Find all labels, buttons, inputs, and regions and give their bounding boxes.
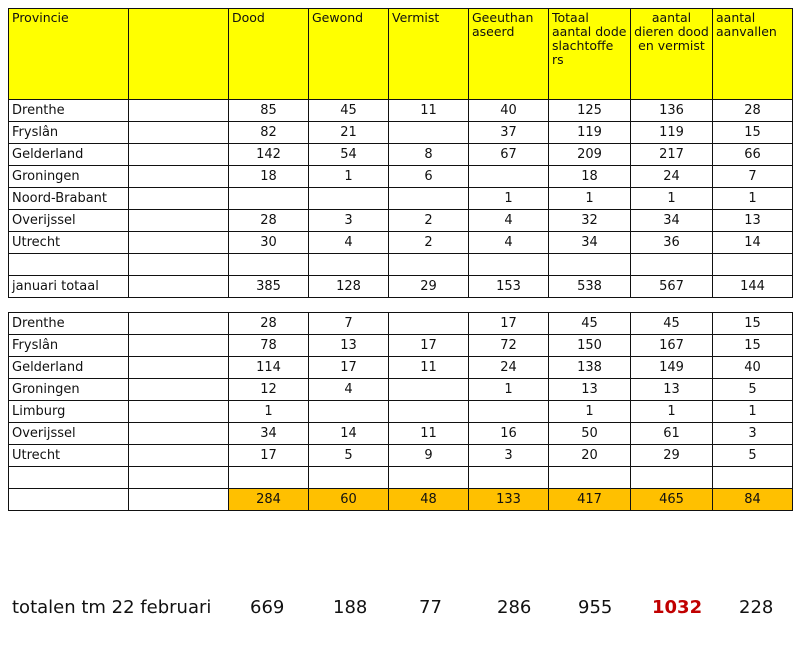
value-cell-dieren	[631, 254, 713, 276]
value-cell-gewond: 1	[309, 166, 389, 188]
data-sheet	[8, 8, 793, 511]
value-cell-dieren: 13	[631, 379, 713, 401]
value-cell-dood: 114	[229, 357, 309, 379]
value-cell-dood: 34	[229, 423, 309, 445]
value-cell-dieren: 24	[631, 166, 713, 188]
value-cell-dood: 142	[229, 144, 309, 166]
province-cell: januari totaal	[9, 276, 129, 298]
empty-cell	[129, 357, 229, 379]
value-cell-geeuth: 4	[469, 232, 549, 254]
value-cell-aanvallen: 3	[713, 423, 793, 445]
gap-cell	[549, 298, 631, 313]
value-cell-dood: 85	[229, 100, 309, 122]
value-cell-totaal: 1	[549, 188, 631, 210]
header-totaal-text: Totaal aantal dode slachtoffe rs	[552, 11, 627, 67]
value-cell-geeuth: 133	[469, 489, 549, 511]
summary-geeuthanaseerd: 286	[497, 597, 532, 618]
header-blank	[129, 9, 229, 100]
value-cell-geeuth	[469, 467, 549, 489]
empty-cell	[129, 254, 229, 276]
table-row	[9, 144, 793, 166]
empty-cell	[129, 401, 229, 423]
value-cell-dieren: 465	[631, 489, 713, 511]
summary-aanvallen: 228	[739, 597, 774, 618]
empty-cell	[129, 423, 229, 445]
value-cell-totaal: 209	[549, 144, 631, 166]
empty-cell	[129, 379, 229, 401]
value-cell-dieren: 119	[631, 122, 713, 144]
value-cell-dood: 78	[229, 335, 309, 357]
gap-cell	[389, 298, 469, 313]
value-cell-aanvallen: 5	[713, 379, 793, 401]
value-cell-aanvallen: 66	[713, 144, 793, 166]
value-cell-gewond: 13	[309, 335, 389, 357]
gap-cell	[9, 298, 129, 313]
province-cell	[9, 467, 129, 489]
value-cell-dood: 385	[229, 276, 309, 298]
blank-row	[9, 467, 793, 489]
value-cell-geeuth	[469, 254, 549, 276]
table-row	[9, 210, 793, 232]
gap-cell	[631, 298, 713, 313]
empty-cell	[129, 313, 229, 335]
gap-cell	[309, 298, 389, 313]
section-gap	[9, 298, 793, 313]
value-cell-dieren: 1	[631, 401, 713, 423]
value-cell-geeuth: 72	[469, 335, 549, 357]
header-aanvallen: aantal aanvallen	[713, 9, 793, 100]
value-cell-dood: 82	[229, 122, 309, 144]
value-cell-totaal: 34	[549, 232, 631, 254]
value-cell-vermist: 6	[389, 166, 469, 188]
february-total-row	[9, 489, 793, 511]
value-cell-gewond: 60	[309, 489, 389, 511]
value-cell-aanvallen: 1	[713, 188, 793, 210]
value-cell-gewond: 14	[309, 423, 389, 445]
value-cell-geeuth: 24	[469, 357, 549, 379]
wolf-attacks-table	[8, 8, 793, 511]
province-cell	[9, 254, 129, 276]
value-cell-vermist	[389, 467, 469, 489]
table-row	[9, 188, 793, 210]
value-cell-gewond: 4	[309, 379, 389, 401]
value-cell-dood	[229, 254, 309, 276]
value-cell-dood: 30	[229, 232, 309, 254]
value-cell-vermist	[389, 313, 469, 335]
value-cell-aanvallen	[713, 254, 793, 276]
province-cell: Gelderland	[9, 357, 129, 379]
value-cell-aanvallen	[713, 467, 793, 489]
value-cell-dieren: 29	[631, 445, 713, 467]
value-cell-totaal: 50	[549, 423, 631, 445]
province-cell: Drenthe	[9, 100, 129, 122]
header-vermist: Vermist	[389, 9, 469, 100]
table-row	[9, 122, 793, 144]
value-cell-gewond: 128	[309, 276, 389, 298]
value-cell-gewond: 5	[309, 445, 389, 467]
province-cell: Utrecht	[9, 445, 129, 467]
value-cell-gewond: 45	[309, 100, 389, 122]
empty-cell	[129, 335, 229, 357]
empty-cell	[129, 210, 229, 232]
header-row	[9, 9, 793, 100]
table-row	[9, 401, 793, 423]
value-cell-geeuth: 1	[469, 379, 549, 401]
value-cell-aanvallen: 40	[713, 357, 793, 379]
table-row	[9, 379, 793, 401]
value-cell-dieren: 567	[631, 276, 713, 298]
value-cell-totaal: 417	[549, 489, 631, 511]
value-cell-dieren: 167	[631, 335, 713, 357]
table-row	[9, 100, 793, 122]
value-cell-totaal: 138	[549, 357, 631, 379]
province-cell: Limburg	[9, 401, 129, 423]
province-cell: Utrecht	[9, 232, 129, 254]
empty-cell	[129, 122, 229, 144]
value-cell-totaal: 538	[549, 276, 631, 298]
value-cell-gewond: 4	[309, 232, 389, 254]
value-cell-aanvallen: 7	[713, 166, 793, 188]
value-cell-aanvallen: 13	[713, 210, 793, 232]
value-cell-gewond	[309, 401, 389, 423]
table-row	[9, 166, 793, 188]
value-cell-gewond: 21	[309, 122, 389, 144]
value-cell-aanvallen: 144	[713, 276, 793, 298]
value-cell-dood: 28	[229, 210, 309, 232]
province-cell	[9, 489, 129, 511]
province-cell: Overijssel	[9, 423, 129, 445]
value-cell-vermist: 48	[389, 489, 469, 511]
value-cell-totaal: 32	[549, 210, 631, 232]
value-cell-dieren: 45	[631, 313, 713, 335]
value-cell-geeuth: 37	[469, 122, 549, 144]
value-cell-geeuth	[469, 166, 549, 188]
value-cell-totaal: 20	[549, 445, 631, 467]
value-cell-dood	[229, 467, 309, 489]
value-cell-totaal: 18	[549, 166, 631, 188]
empty-cell	[129, 100, 229, 122]
value-cell-vermist	[389, 188, 469, 210]
table-row	[9, 313, 793, 335]
summary-row	[12, 597, 796, 625]
value-cell-totaal: 1	[549, 401, 631, 423]
value-cell-dieren: 217	[631, 144, 713, 166]
province-cell: Noord-Brabant	[9, 188, 129, 210]
header-totaal	[549, 9, 631, 100]
table-row	[9, 445, 793, 467]
summary-dieren: 1032	[652, 597, 703, 618]
value-cell-dood: 17	[229, 445, 309, 467]
value-cell-totaal	[549, 254, 631, 276]
value-cell-dood: 284	[229, 489, 309, 511]
blank-row	[9, 254, 793, 276]
value-cell-geeuth: 1	[469, 188, 549, 210]
value-cell-vermist	[389, 122, 469, 144]
value-cell-aanvallen: 15	[713, 313, 793, 335]
value-cell-dood: 28	[229, 313, 309, 335]
gap-cell	[129, 298, 229, 313]
value-cell-totaal: 119	[549, 122, 631, 144]
value-cell-gewond: 17	[309, 357, 389, 379]
empty-cell	[129, 445, 229, 467]
value-cell-aanvallen: 28	[713, 100, 793, 122]
value-cell-aanvallen: 14	[713, 232, 793, 254]
header-dieren: aantal dieren dood en vermist	[631, 9, 713, 100]
province-cell: Groningen	[9, 166, 129, 188]
province-cell: Fryslân	[9, 122, 129, 144]
value-cell-vermist: 8	[389, 144, 469, 166]
value-cell-vermist: 11	[389, 357, 469, 379]
value-cell-dieren: 136	[631, 100, 713, 122]
value-cell-totaal	[549, 467, 631, 489]
value-cell-vermist: 11	[389, 100, 469, 122]
province-cell: Groningen	[9, 379, 129, 401]
header-provincie: Provincie	[9, 9, 129, 100]
header-dood: Dood	[229, 9, 309, 100]
value-cell-dieren	[631, 467, 713, 489]
value-cell-totaal: 45	[549, 313, 631, 335]
value-cell-dood	[229, 188, 309, 210]
empty-cell	[129, 144, 229, 166]
value-cell-vermist	[389, 401, 469, 423]
value-cell-gewond: 54	[309, 144, 389, 166]
value-cell-gewond	[309, 254, 389, 276]
value-cell-gewond: 7	[309, 313, 389, 335]
table-row	[9, 335, 793, 357]
header-geeuthanaseerd: Geeuthan aseerd	[469, 9, 549, 100]
summary-label: totalen tm 22 februari	[12, 597, 212, 618]
value-cell-totaal: 125	[549, 100, 631, 122]
province-cell: Overijssel	[9, 210, 129, 232]
value-cell-aanvallen: 15	[713, 335, 793, 357]
value-cell-vermist: 9	[389, 445, 469, 467]
value-cell-aanvallen: 1	[713, 401, 793, 423]
province-cell: Gelderland	[9, 144, 129, 166]
value-cell-totaal: 150	[549, 335, 631, 357]
value-cell-vermist	[389, 254, 469, 276]
table-row	[9, 423, 793, 445]
value-cell-vermist: 29	[389, 276, 469, 298]
value-cell-dieren: 149	[631, 357, 713, 379]
gap-cell	[229, 298, 309, 313]
value-cell-geeuth	[469, 401, 549, 423]
value-cell-dood: 12	[229, 379, 309, 401]
value-cell-vermist: 17	[389, 335, 469, 357]
value-cell-aanvallen: 84	[713, 489, 793, 511]
value-cell-dieren: 36	[631, 232, 713, 254]
summary-gewond: 188	[333, 597, 368, 618]
value-cell-gewond	[309, 467, 389, 489]
value-cell-vermist: 2	[389, 232, 469, 254]
value-cell-geeuth: 17	[469, 313, 549, 335]
summary-dood: 669	[250, 597, 285, 618]
value-cell-geeuth: 16	[469, 423, 549, 445]
empty-cell	[129, 166, 229, 188]
value-cell-vermist	[389, 379, 469, 401]
value-cell-gewond	[309, 188, 389, 210]
province-cell: Drenthe	[9, 313, 129, 335]
value-cell-geeuth: 67	[469, 144, 549, 166]
value-cell-geeuth: 40	[469, 100, 549, 122]
value-cell-gewond: 3	[309, 210, 389, 232]
empty-cell	[129, 276, 229, 298]
empty-cell	[129, 467, 229, 489]
value-cell-aanvallen: 15	[713, 122, 793, 144]
gap-cell	[469, 298, 549, 313]
table-row	[9, 357, 793, 379]
value-cell-totaal: 13	[549, 379, 631, 401]
empty-cell	[129, 188, 229, 210]
summary-vermist: 77	[419, 597, 442, 618]
value-cell-vermist: 11	[389, 423, 469, 445]
gap-cell	[713, 298, 793, 313]
empty-cell	[129, 489, 229, 511]
value-cell-dieren: 61	[631, 423, 713, 445]
province-cell: Fryslân	[9, 335, 129, 357]
value-cell-geeuth: 4	[469, 210, 549, 232]
value-cell-dieren: 34	[631, 210, 713, 232]
value-cell-geeuth: 3	[469, 445, 549, 467]
empty-cell	[129, 232, 229, 254]
table-row	[9, 232, 793, 254]
value-cell-dieren: 1	[631, 188, 713, 210]
value-cell-aanvallen: 5	[713, 445, 793, 467]
value-cell-vermist: 2	[389, 210, 469, 232]
value-cell-geeuth: 153	[469, 276, 549, 298]
summary-totaal: 955	[578, 597, 613, 618]
value-cell-dood: 18	[229, 166, 309, 188]
header-gewond: Gewond	[309, 9, 389, 100]
value-cell-dood: 1	[229, 401, 309, 423]
january-total-row	[9, 276, 793, 298]
